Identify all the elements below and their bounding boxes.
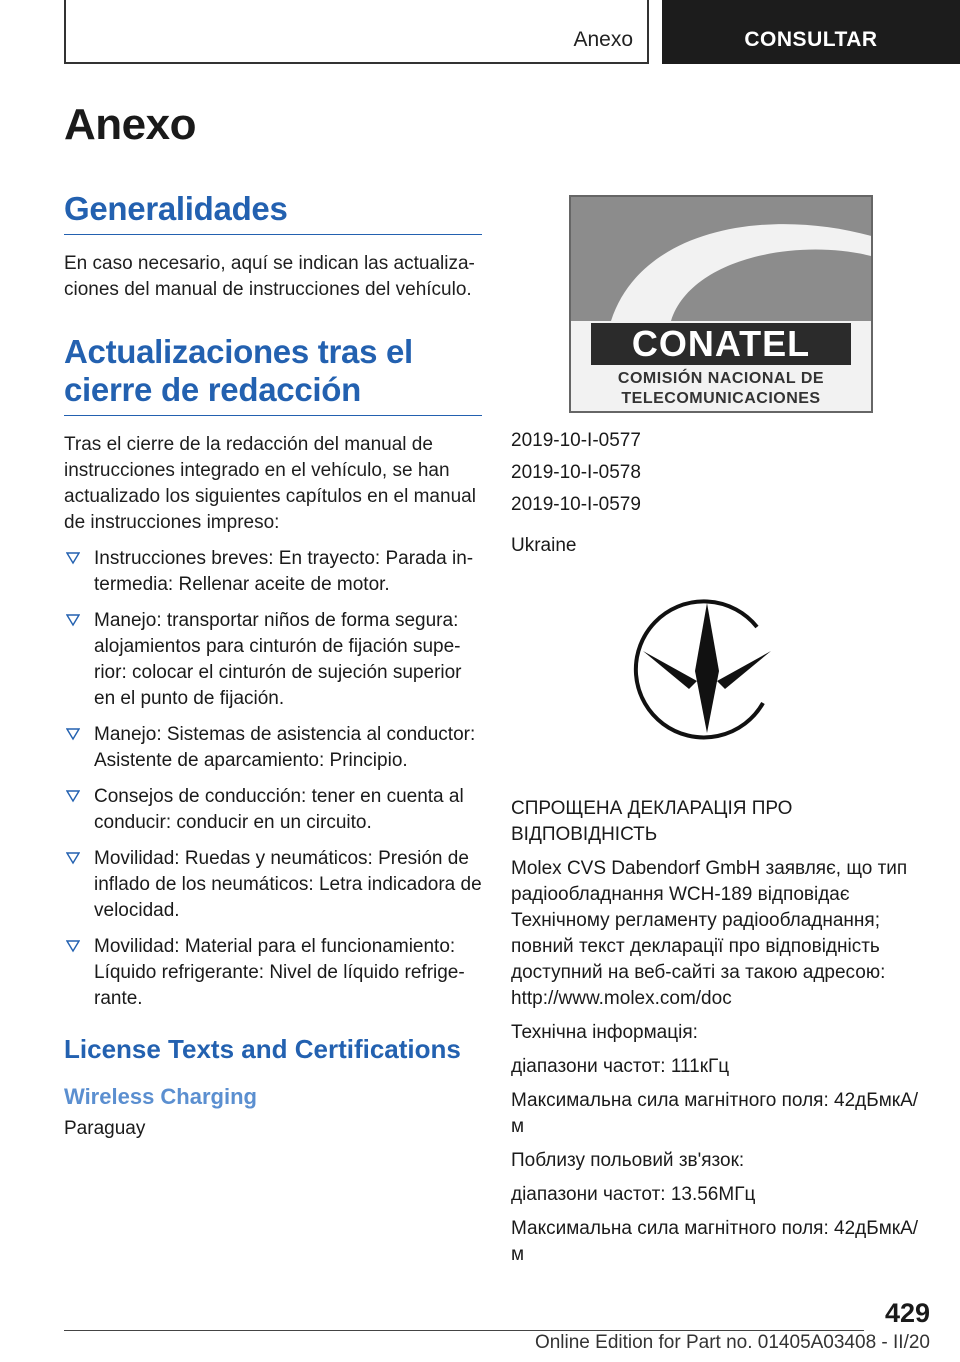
ukraine-conformity-mark-icon: [629, 585, 785, 741]
updates-list: [64, 546, 482, 1012]
left-column: [64, 190, 482, 1142]
ua-paragraph: Поблизу польовий зв'язок:: [511, 1150, 745, 1171]
list-item: [64, 608, 482, 712]
ua-paragraph: Технічна інформація:: [511, 1022, 698, 1043]
heading-generalidades: Generalidades: [64, 190, 482, 235]
ua-paragraph: СПРОЩЕНА ДЕКЛАРАЦІЯ ПРО ВІДПОВІДНІСТЬ: [511, 798, 793, 845]
conatel-swoosh-icon: [571, 197, 873, 321]
ua-paragraph: діапазони частот: 13.56МГц: [511, 1184, 756, 1205]
list-item-text: Manejo: transportar niños de forma segura: alojamientos para cinturón de fijación supe-rior: colocar el cinturón de sujeción superior en el punto de fijación.: [94, 610, 462, 709]
heading-wireless-charging: Wireless Charging: [64, 1084, 257, 1109]
header-section-tab: [64, 0, 649, 64]
page-number: 429: [884, 1298, 930, 1328]
certification-code: 2019-10-I-0579: [511, 494, 641, 515]
ua-paragraph: діапазони частот: 111кГц: [511, 1056, 730, 1077]
consult-tab[interactable]: [662, 0, 960, 64]
ukraine-declaration: [511, 796, 931, 1268]
paragraph-generalidades: En caso necesario, aquí se indican las actualiza-ciones del manual de instrucciones del vehículo.: [64, 253, 475, 300]
list-item: [64, 784, 482, 836]
list-item-text: Movilidad: Material para el funcionamiento: Líquido refrigerante: Nivel de líquido refrige-rante.: [94, 936, 465, 1009]
certification-code: 2019-10-I-0577: [511, 430, 641, 451]
ua-paragraph: Максимальна сила магнітного поля: 42дБмкА/м: [511, 1090, 919, 1137]
heading-actualizaciones: Actualizaciones tras el cierre de redacción: [64, 333, 482, 416]
triangle-bullet-icon: [66, 727, 80, 741]
list-item: [64, 722, 482, 774]
conatel-wordmark: CONATEL: [591, 323, 851, 365]
triangle-bullet-icon: [66, 939, 80, 953]
certification-code: 2019-10-I-0578: [511, 462, 641, 483]
paragraph-paraguay: Paraguay: [64, 1118, 146, 1139]
footer-divider: [64, 1330, 864, 1331]
certification-codes: [511, 425, 931, 521]
conatel-logo: [569, 195, 873, 413]
list-item-text: Consejos de conducción: tener en cuenta al conducir: conducir en un circuito.: [94, 786, 464, 833]
triangle-bullet-icon: [66, 613, 80, 627]
list-item: [64, 846, 482, 924]
page-title: Anexo: [64, 100, 196, 149]
triangle-bullet-icon: [66, 789, 80, 803]
list-item-text: Manejo: Sistemas de asistencia al conductor: Asistente de aparcamiento: Principio.: [94, 724, 476, 771]
country-ukraine: Ukraine: [511, 535, 577, 556]
list-item: [64, 546, 482, 598]
triangle-bullet-icon: [66, 851, 80, 865]
conatel-subtitle: COMISIÓN NACIONAL DE TELECOMUNICACIONES: [617, 370, 825, 407]
paragraph-actualizaciones: Tras el cierre de la redacción del manual de instrucciones integrado en el vehículo, se han actualizado los siguientes capítulos en el manual de instrucciones impreso:: [64, 434, 476, 533]
footer-edition: Online Edition for Part no. 01405A03408 - II/20: [534, 1332, 930, 1353]
ua-paragraph: Максимальна сила магнітного поля: 42дБмкА/м: [511, 1218, 919, 1265]
list-item-text: Instrucciones breves: En trayecto: Parada in-termedia: Rellenar aceite de motor.: [94, 548, 474, 595]
list-item-text: Movilidad: Ruedas y neumáticos: Presión de inflado de los neumáticos: Letra indicadora de velocidad.: [94, 848, 482, 921]
list-item: [64, 934, 482, 1012]
ua-paragraph: Molex CVS Dabendorf GmbH заявляє, що тип радіообладнання WCH-189 відповідає Технічному регламенту радіообладнання; повний текст декларації про відповідність доступний на веб-сайті за такою адресою: http://www.molex.com/doc: [511, 858, 908, 1009]
consult-tab-label: CONSULTAR: [744, 28, 878, 51]
heading-license-texts: License Texts and Certifications: [64, 1034, 461, 1064]
right-column: [511, 195, 931, 1276]
header-section-label: Anexo: [573, 28, 633, 51]
triangle-bullet-icon: [66, 551, 80, 565]
